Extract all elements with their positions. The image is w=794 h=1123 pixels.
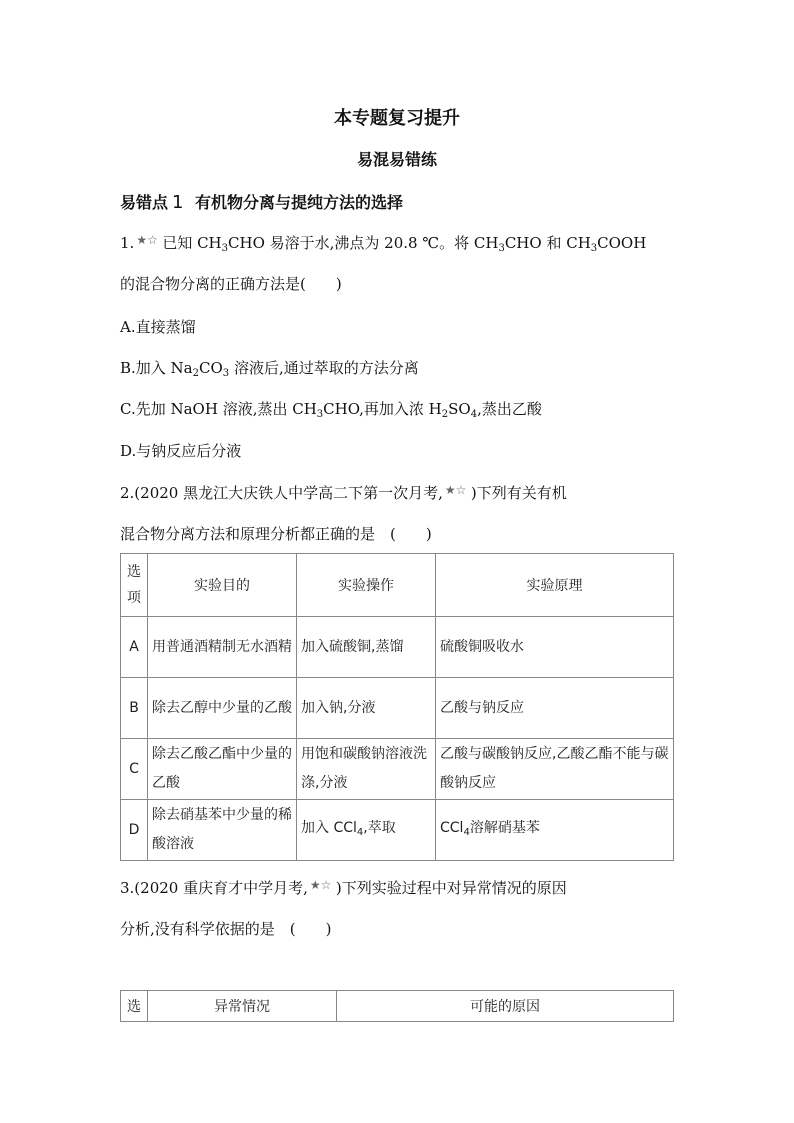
table-header-cell: 实验目的 bbox=[148, 554, 297, 617]
difficulty-stars-icon: ★☆ bbox=[444, 483, 467, 497]
table-row: D 除去硝基苯中少量的稀酸溶液 加入 CCl$_4$,萃取 CCl$_4$溶解硝基苯 bbox=[121, 800, 674, 861]
section-number: 1 bbox=[172, 192, 184, 213]
table-header-cell: 可能的原因 bbox=[337, 991, 674, 1022]
q1-option-b: B.加入 $Na_2CO_3$ 溶液后,通过萃取的方法分离 bbox=[120, 359, 419, 379]
q3-table bbox=[120, 990, 674, 1022]
page-subtitle: 易混易错练 bbox=[356, 150, 437, 169]
table-row: C 除去乙酸乙酯中少量的乙酸 用饱和碳酸钠溶液洗涤,分液 乙酸与碳酸钠反应,乙酸乙酯不能与碳酸钠反应 bbox=[121, 739, 674, 800]
section-heading bbox=[120, 190, 403, 213]
table-header-row bbox=[121, 991, 674, 1022]
page-title: 本专题复习提升 bbox=[334, 108, 460, 129]
table-row: A 用普通酒精制无水酒精 加入硫酸铜,蒸馏 硫酸铜吸收水 bbox=[121, 617, 674, 678]
q1-stem-line2: 的混合物分离的正确方法是( ) bbox=[120, 275, 342, 293]
table-row: B 除去乙醇中少量的乙酸 加入钠,分液 乙酸与钠反应 bbox=[121, 678, 674, 739]
difficulty-stars-icon: ★☆ bbox=[309, 878, 332, 892]
section-prefix: 易错点 bbox=[120, 193, 169, 212]
q2-stem-line2: 混合物分离方法和原理分析都正确的是 ( ) bbox=[120, 525, 432, 543]
section-title: 有机物分离与提纯方法的选择 bbox=[195, 193, 404, 212]
q3-stem-line2: 分析,没有科学依据的是 ( ) bbox=[120, 920, 332, 938]
q2-table bbox=[120, 553, 674, 861]
q1-stem-line1: 1. ★☆ 已知 $CH_3CHO$ 易溶于水,沸点为 20.8 ℃。将 $CH_3CHO$ 和 $CH_3COOH$ bbox=[120, 233, 647, 254]
table-header-cell: 异常情况 bbox=[148, 991, 337, 1022]
table-header-cell: 实验操作 bbox=[297, 554, 436, 617]
table-header-cell: 选项 bbox=[121, 554, 148, 617]
q2-stem-line1: 2.(2020 黑龙江大庆铁人中学高二下第一次月考, ★☆ )下列有关有机 bbox=[120, 483, 567, 502]
table-header-cell: 选 bbox=[121, 991, 148, 1022]
difficulty-stars-icon: ★☆ bbox=[136, 233, 158, 247]
q1-option-c: C.先加 NaOH 溶液,蒸出 $CH_3CHO$,再加入浓 $H_2SO_4$,蒸出乙酸 bbox=[120, 400, 542, 420]
q1-option-d: D.与钠反应后分液 bbox=[120, 442, 242, 460]
table-header-row bbox=[121, 554, 674, 617]
table-header-cell: 实验原理 bbox=[436, 554, 674, 617]
q3-stem-line1: 3.(2020 重庆育才中学月考, ★☆ )下列实验过程中对异常情况的原因 bbox=[120, 878, 567, 897]
q1-option-a: A.直接蒸馏 bbox=[120, 318, 196, 336]
